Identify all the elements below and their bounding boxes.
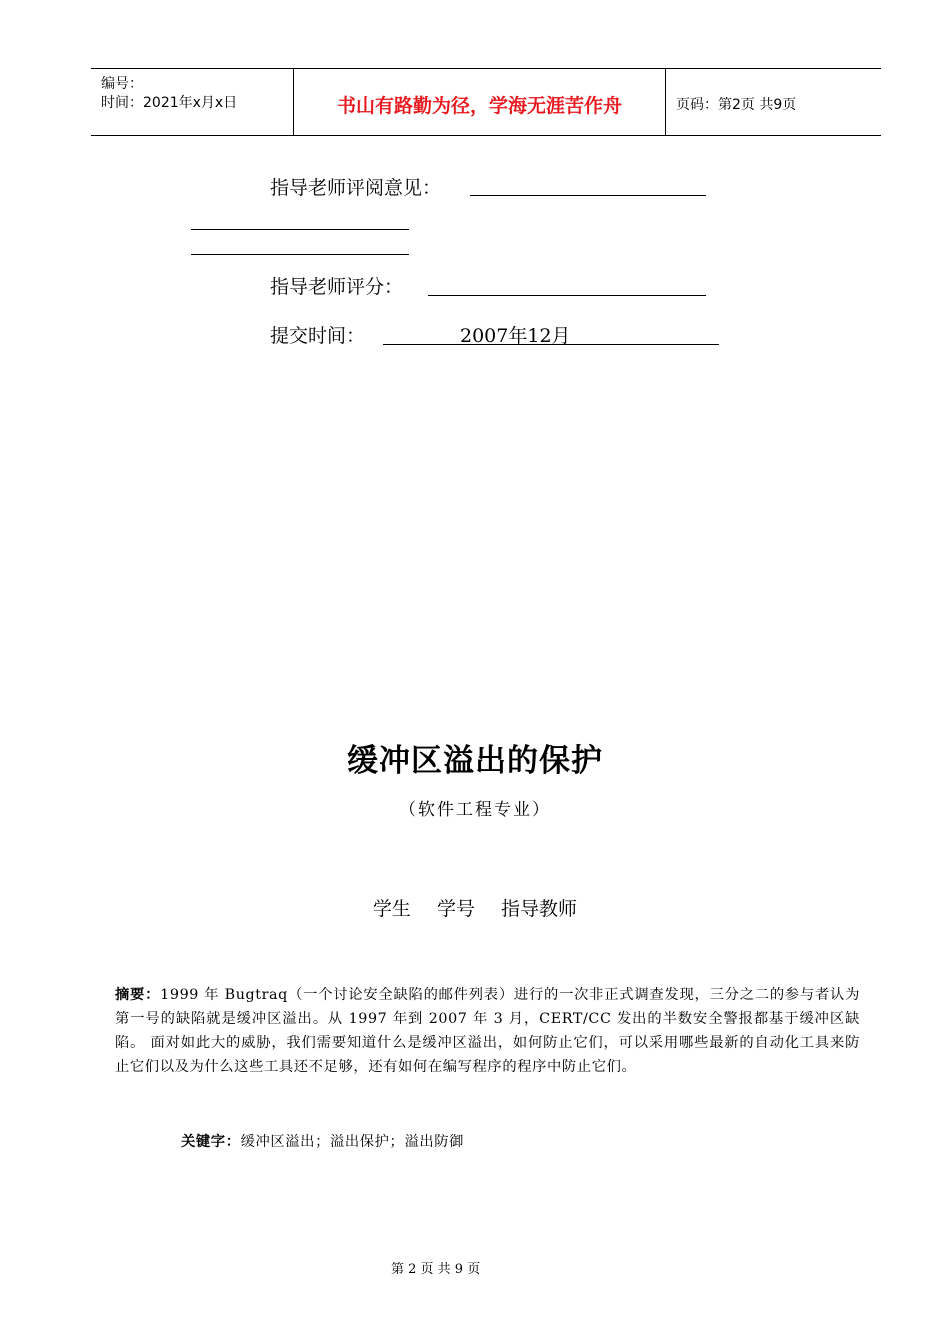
header-page-cell	[666, 69, 881, 135]
header-motto: 书山有路勤为径，学海无涯苦作舟	[336, 95, 622, 117]
author-line	[0, 894, 950, 921]
header-meta-cell	[91, 69, 293, 135]
document-time: 时间：2021年x月x日	[101, 95, 238, 111]
review-comment-label: 指导老师评阅意见：	[270, 177, 442, 199]
header-motto-cell	[293, 69, 666, 135]
footer-page-number: 第 2 页 共 9 页	[391, 1262, 481, 1277]
review-comment-line	[470, 195, 706, 196]
author-advisor: 指导教师	[501, 898, 578, 920]
document-number: 编号：	[101, 76, 143, 92]
score-line	[428, 295, 706, 296]
page-header	[91, 68, 881, 136]
review-comment-line-2	[191, 229, 409, 230]
author-student: 学生	[372, 898, 411, 920]
abstract-label: 摘要：	[115, 987, 161, 1003]
page-footer	[0, 1258, 950, 1277]
abstract	[115, 983, 860, 1079]
author-id: 学号	[436, 898, 475, 920]
paper-title: 缓冲区溢出的保护	[347, 743, 603, 779]
keywords-text: 缓冲区溢出；溢出保护；溢出防御	[240, 1134, 465, 1150]
keywords	[181, 1131, 464, 1151]
header-page-number: 页码：第2页 共9页	[676, 97, 797, 113]
review-comment-line-3	[191, 254, 409, 255]
keywords-label: 关键字：	[181, 1134, 241, 1150]
abstract-text: 1999 年 Bugtraq（一个讨论安全缺陷的邮件列表）进行的一次非正式调查发现，三分之二的参与者认为第一号的缺陷就是缓冲区溢出。从 1997 年到 2007 年 3 月，CERT/CC 发出的半数安全警报都基于缓冲区缺陷。 面对如此大的威胁，我们需要知道什么是缓冲区溢出，如何防止它们，可以采用哪些最新的自动化工具来防止它们以及为什么这些工具还不足够，还有如何在编写程序的程序中防止它们。	[115, 987, 860, 1075]
score-label: 指导老师评分：	[270, 276, 404, 298]
submit-time-label: 提交时间：	[270, 325, 366, 347]
paper-subtitle: （软件工程专业）	[399, 800, 551, 820]
submit-time-value: 2007年12月	[460, 325, 571, 347]
